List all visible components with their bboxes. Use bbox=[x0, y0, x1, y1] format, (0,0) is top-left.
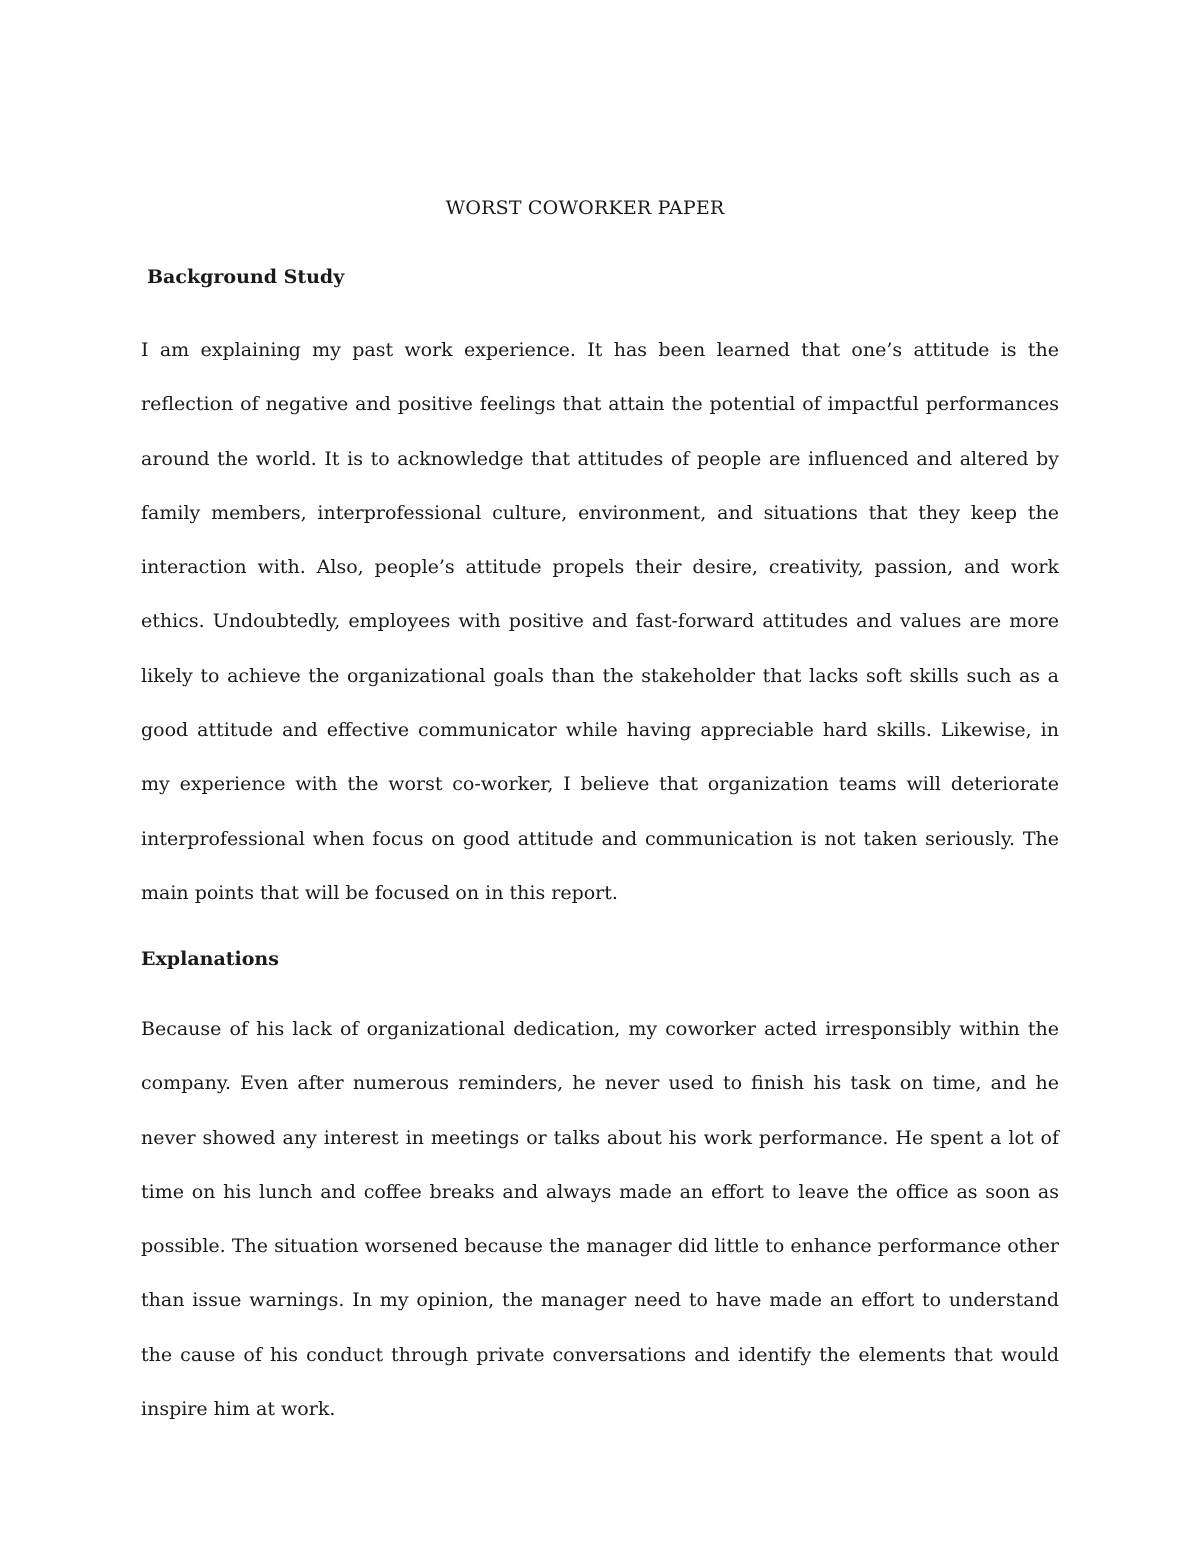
document-title: WORST COWORKER PAPER bbox=[445, 197, 725, 219]
section-heading-background-study: Background Study bbox=[147, 266, 345, 288]
paragraph-explanations: Because of his lack of organizational dedication, my coworker acted irresponsibly within the company. Even after numerous reminders, he never used to finish his task on time, and he never showed any interest in meetings or talks about his work performance. He spent a lot of time on his lunch and coffee breaks and always made an effort to leave the office as soon as possible. The situation worsened because the manager did little to enhance performance other than issue warnings. In my opinion, the manager need to have made an effort to understand the cause of his conduct through private conversations and identify the elements that would inspire him at work. bbox=[141, 1018, 1059, 1421]
paragraph-background-study: I am explaining my past work experience. It has been learned that one’s attitude is the reflection of negative and positive feelings that attain the potential of impactful performances around the world. It is to acknowledge that attitudes of people are influenced and altered by family members, interprofessional culture, environment, and situations that they keep the interaction with. Also, people’s attitude propels their desire, creativity, passion, and work ethics. Undoubtedly, employees with positive and fast-forward attitudes and values are more likely to achieve the organizational goals than the stakeholder that lacks soft skills such as a good attitude and effective communicator while having appreciable hard skills. Likewise, in my experience with the worst co-worker, I believe that organization teams will deteriorate interprofessional when focus on good attitude and communication is not taken seriously. The main points that will be focused on in this report. bbox=[141, 339, 1059, 904]
section-heading-explanations: Explanations bbox=[141, 948, 279, 970]
